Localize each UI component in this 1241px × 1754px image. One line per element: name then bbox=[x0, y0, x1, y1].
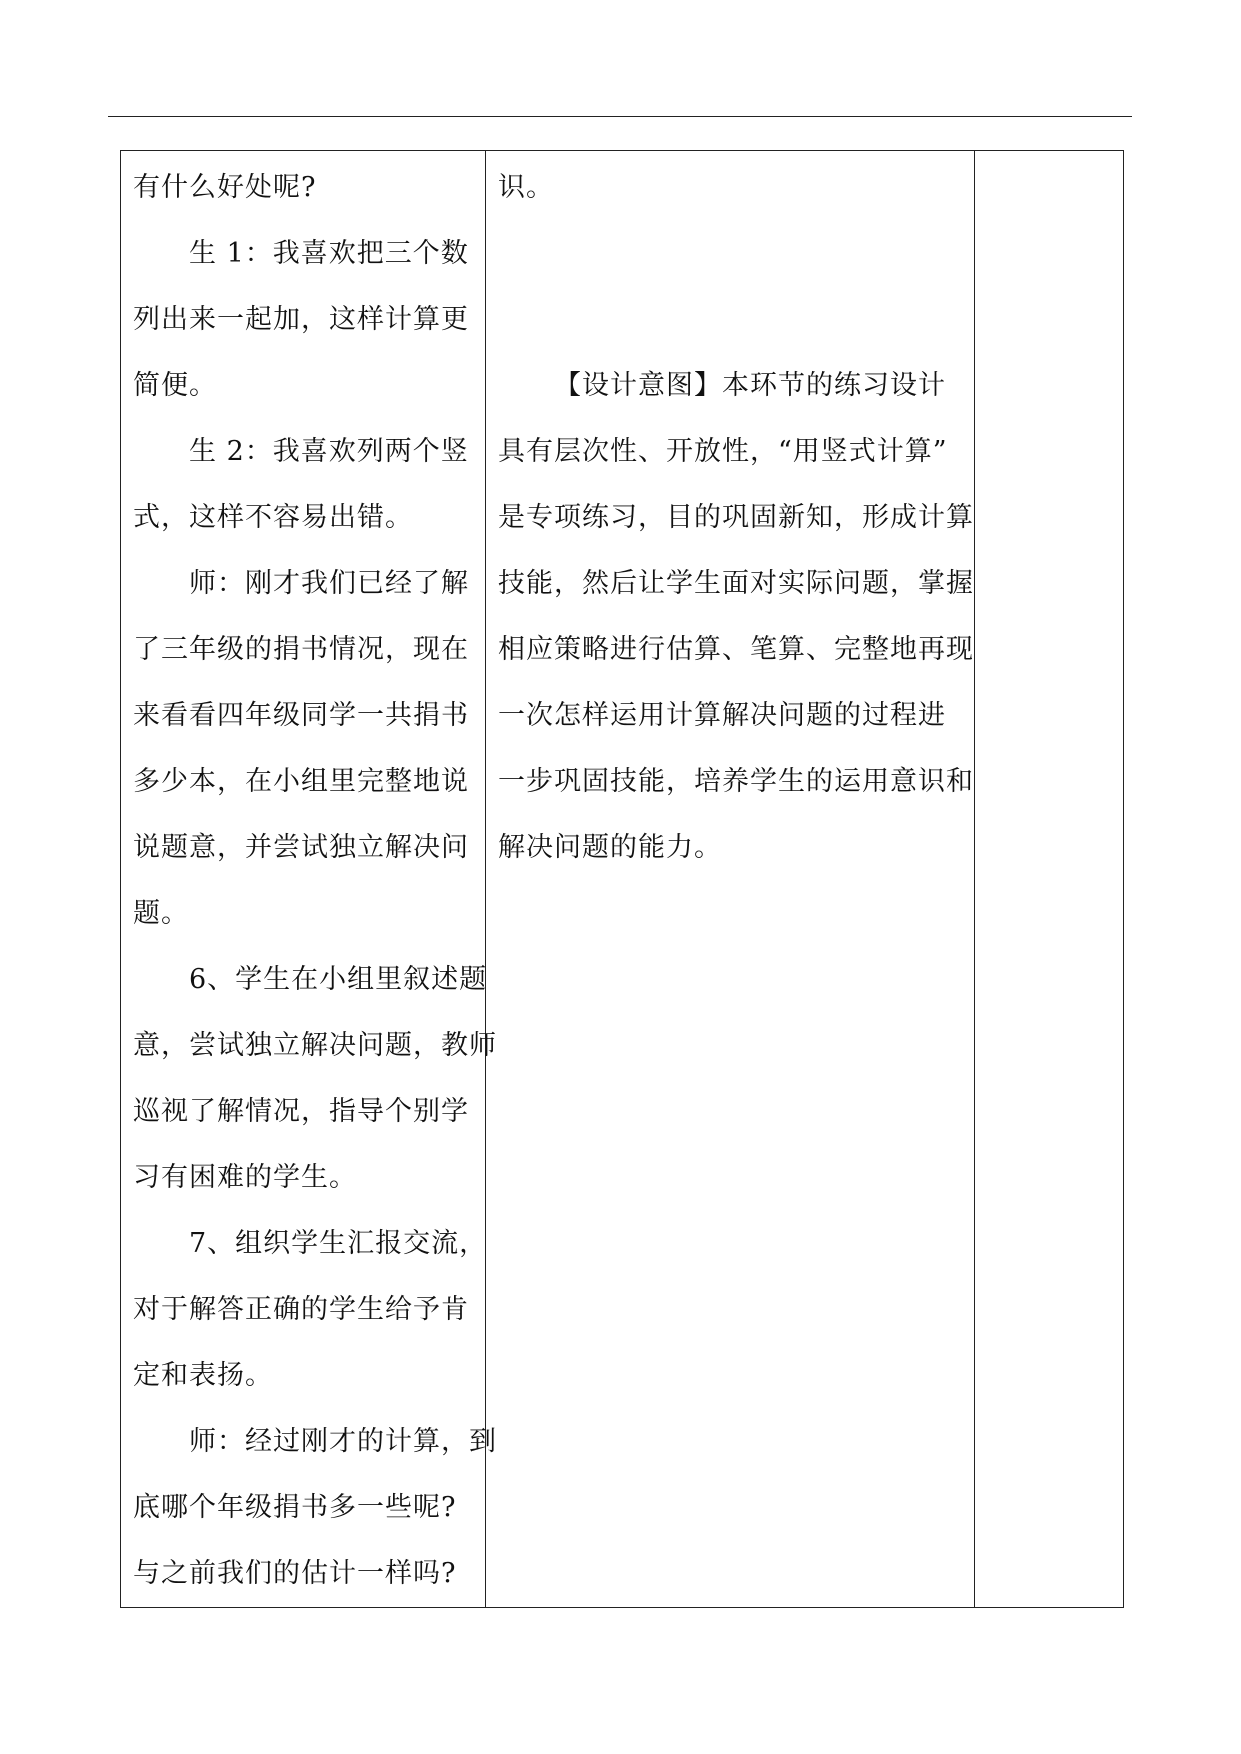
text-line: 解决问题的能力。 bbox=[498, 832, 722, 863]
text-line: 与之前我们的估计一样吗? bbox=[133, 1558, 457, 1589]
notes-cell bbox=[975, 151, 1124, 1608]
text-line: 生 1：我喜欢把三个数 bbox=[189, 238, 469, 269]
text-line: 习有困难的学生。 bbox=[133, 1162, 357, 1193]
text-line: 式，这样不容易出错。 bbox=[133, 502, 413, 533]
text-line: 具有层次性、开放性，“用竖式计算” bbox=[498, 436, 948, 467]
text-line: 【设计意图】本环节的练习设计 bbox=[554, 370, 946, 401]
text-line: 列出来一起加，这样计算更 bbox=[133, 304, 469, 335]
teaching-process-text bbox=[121, 151, 497, 1607]
text-line: 意，尝试独立解决问题，教师 bbox=[133, 1030, 497, 1061]
text-line: 生 2：我喜欢列两个竖 bbox=[189, 436, 469, 467]
text-line: 多少本，在小组里完整地说 bbox=[133, 766, 469, 797]
text-line: 相应策略进行估算、笔算、完整地再现 bbox=[498, 634, 974, 665]
table-row bbox=[121, 151, 1124, 1608]
text-line: 识。 bbox=[498, 172, 554, 203]
text-line: 6、学生在小组里叙述题 bbox=[189, 964, 488, 995]
text-line: 一步巩固技能，培养学生的运用意识和 bbox=[498, 766, 974, 797]
text-line: 定和表扬。 bbox=[133, 1360, 273, 1391]
text-line: 师：经过刚才的计算，到 bbox=[189, 1426, 497, 1457]
teaching-process-cell bbox=[121, 151, 497, 1608]
text-line: 说题意，并尝试独立解决问 bbox=[133, 832, 469, 863]
text-line: 巡视了解情况，指导个别学 bbox=[133, 1096, 469, 1127]
text-line: 底哪个年级捐书多一些呢? bbox=[133, 1492, 457, 1523]
text-line: 了三年级的捐书情况，现在 bbox=[133, 634, 469, 665]
design-intent-cell bbox=[486, 151, 975, 1608]
text-line: 7、组织学生汇报交流， bbox=[189, 1228, 488, 1259]
spacer bbox=[498, 221, 974, 353]
design-intent-text bbox=[486, 151, 974, 881]
header-rule bbox=[108, 116, 1132, 117]
text-line: 技能，然后让学生面对实际问题，掌握 bbox=[498, 568, 974, 599]
text-line: 来看看四年级同学一共捐书 bbox=[133, 700, 469, 731]
text-line: 一次怎样运用计算解决问题的过程进 bbox=[498, 700, 946, 731]
text-line: 师：刚才我们已经了解 bbox=[189, 568, 469, 599]
text-line: 是专项练习，目的巩固新知，形成计算 bbox=[498, 502, 974, 533]
lesson-plan-table bbox=[120, 150, 1124, 1608]
text-line: 题。 bbox=[133, 898, 189, 929]
text-line: 对于解答正确的学生给予肯 bbox=[133, 1294, 469, 1325]
text-line: 有什么好处呢? bbox=[133, 172, 317, 203]
text-line: 简便。 bbox=[133, 370, 217, 401]
